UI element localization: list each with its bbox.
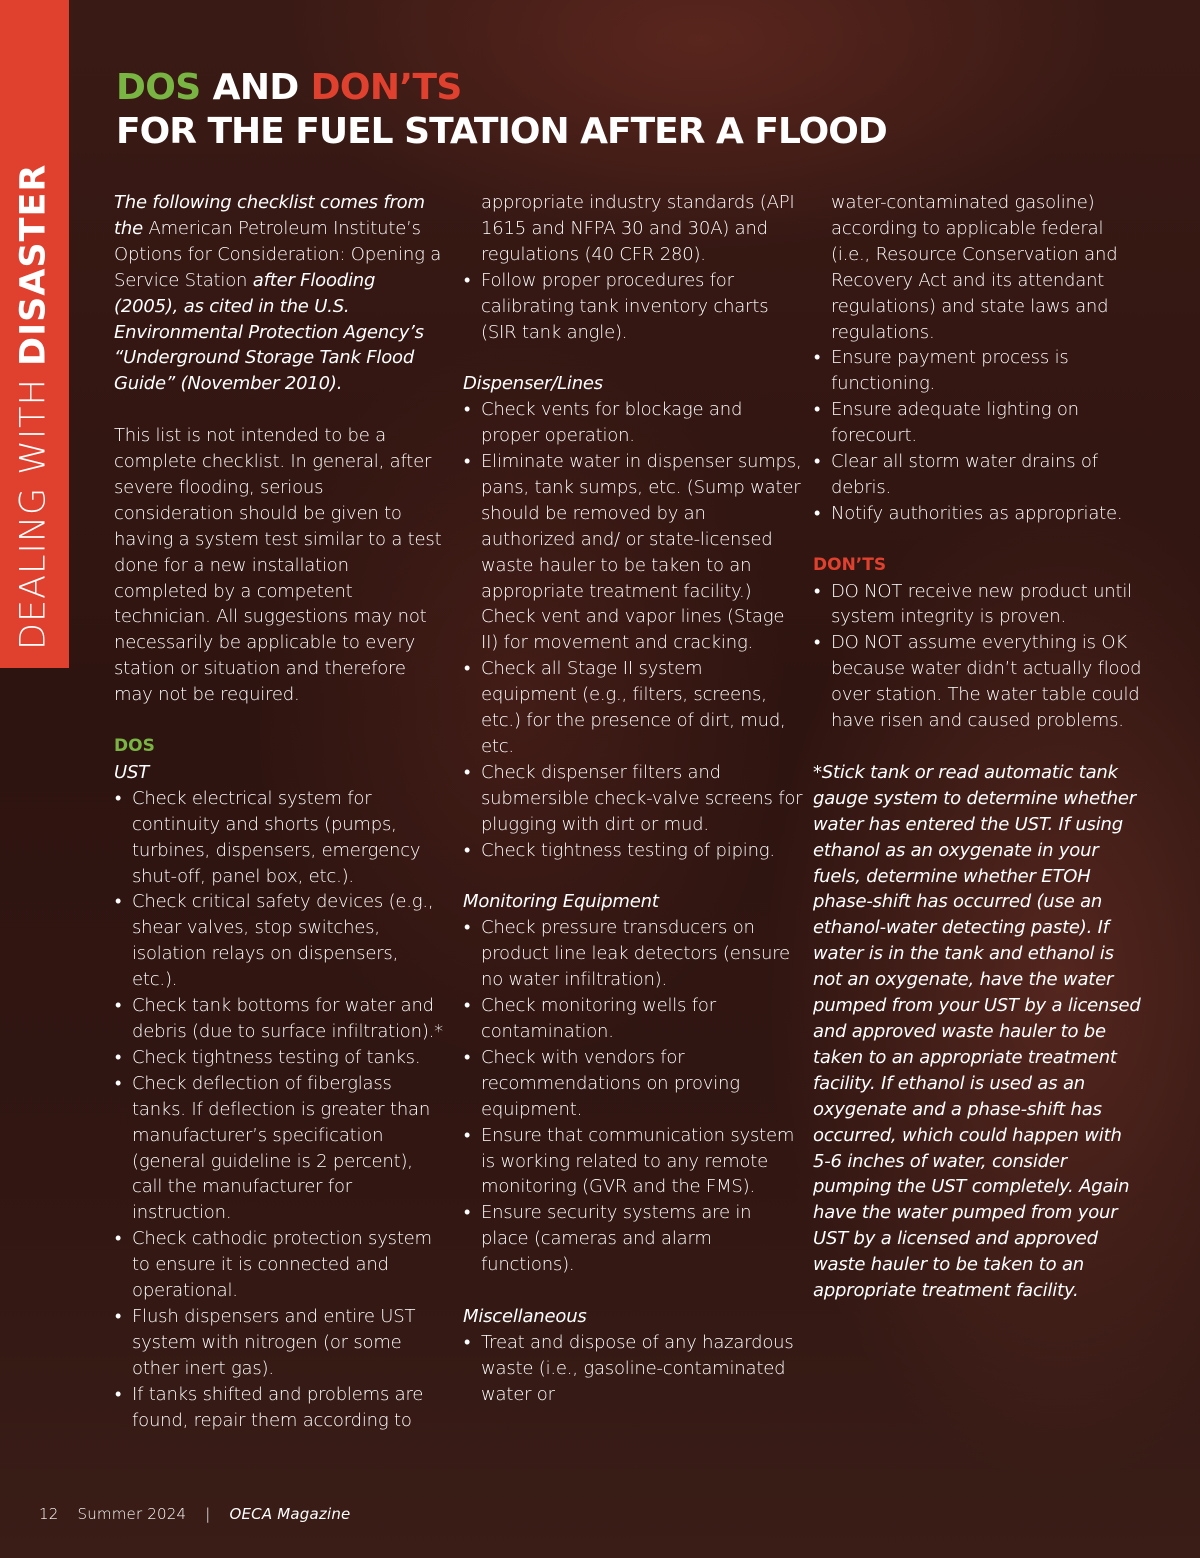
footer-separator: | xyxy=(205,1505,211,1523)
page-number: 12 xyxy=(39,1505,59,1523)
misc-continued-text: water-contaminated gasoline) according to applicable federal (i.e., Resource Conservation and Recovery Act and its attendant regulations) and state laws and regulations. xyxy=(831,192,1118,343)
magazine-name: OECA Magazine xyxy=(229,1505,351,1523)
list-item: • Flush dispensers and entire UST system with nitrogen (or some other inert gas). xyxy=(114,1304,444,1382)
list-item: • Check tightness testing of tanks. xyxy=(114,1045,444,1071)
list-item: • Check tank bottoms for water and debris (due to surface infiltration).* xyxy=(114,993,444,1045)
list-item: • Check electrical system for continuity and shorts (pumps, turbines, dispensers, emergency shut-off, panel box, etc.). xyxy=(114,786,444,890)
list-item: • Ensure payment process is functioning. xyxy=(813,345,1143,397)
list-item: • If tanks shifted and problems are found, repair them according to xyxy=(114,1382,444,1434)
column-2 xyxy=(463,190,803,1408)
misc-continued-list xyxy=(813,345,1143,526)
donts-list xyxy=(813,579,1143,734)
column-3 xyxy=(813,190,1143,1304)
page-title xyxy=(116,66,887,154)
list-item: • Check pressure transducers on product line leak detectors (ensure no water infiltration). xyxy=(463,915,803,993)
misc-heading: Miscellaneous xyxy=(463,1305,587,1327)
side-banner xyxy=(0,0,69,668)
list-item: • Clear all storm water drains of debris. xyxy=(813,449,1143,501)
list-item: • Notify authorities as appropriate. xyxy=(813,501,1143,527)
list-item: • DO NOT receive new product until system integrity is proven. xyxy=(813,579,1143,631)
ust-continued-text: appropriate industry standards (API 1615 and NFPA 30 and 30A) and regulations (40 CFR 280). xyxy=(481,192,795,265)
side-label-light: DEALING WITH xyxy=(13,378,54,650)
monitoring-heading: Monitoring Equipment xyxy=(463,891,659,913)
list-item: • Check vents for blockage and proper operation. xyxy=(463,397,803,449)
list-item: • Ensure adequate lighting on forecourt. xyxy=(813,397,1143,449)
title-and: AND xyxy=(212,67,299,108)
list-item: • Check tightness testing of piping. xyxy=(463,838,803,864)
intro-paragraph xyxy=(114,190,444,397)
list-item: • Eliminate water in dispenser sumps, pans, tank sumps, etc. (Sump water should be removed by an authorized and/ or state-licensed waste hauler to be taken to an appropriate treatment facility.) Check vent and vapor lines (Stage II) for movement and cracking. xyxy=(463,449,803,656)
ust-heading: UST xyxy=(114,761,149,783)
title-dos: DOS xyxy=(116,67,201,108)
list-item: • Check critical safety devices (e.g., shear valves, stop switches, isolation relays on dispensers, etc.). xyxy=(114,889,444,993)
dispenser-heading: Dispenser/Lines xyxy=(463,373,603,395)
page-footer xyxy=(39,1503,364,1525)
disclaimer-paragraph: This list is not intended to be a complete checklist. In general, after severe flooding, serious consideration should be given to having a system test similar to a test done for a new installation completed by a competent technician. All suggestions may not necessarily be applicable to every station or situation and therefore may not be required. xyxy=(114,425,442,706)
intro-italic-1: The following checklist comes from the xyxy=(114,192,425,239)
list-item: • Ensure that communication system is working related to any remote monitoring (GVR and the FMS). xyxy=(463,1123,803,1201)
dispenser-list xyxy=(463,397,803,863)
list-item: • Follow proper procedures for calibrating tank inventory charts (SIR tank angle). xyxy=(463,268,803,346)
list-item: • Check cathodic protection system to ensure it is connected and operational. xyxy=(114,1226,444,1304)
list-item: • Check with vendors for recommendations on proving equipment. xyxy=(463,1045,803,1123)
side-label xyxy=(13,163,54,650)
list-item: • Check monitoring wells for contamination. xyxy=(463,993,803,1045)
issue-date: Summer 2024 xyxy=(77,1505,187,1523)
dos-heading: DOS xyxy=(114,736,155,756)
side-label-bold: DISASTER xyxy=(13,163,54,366)
title-line-1 xyxy=(116,66,887,110)
title-donts: DON’TS xyxy=(310,67,462,108)
intro-normal: American Petroleum Institute’s Options for Consideration: Opening a Service Station xyxy=(114,217,442,291)
title-line-2: FOR THE FUEL STATION AFTER A FLOOD xyxy=(116,111,887,152)
list-item: • Treat and dispose of any hazardous waste (i.e., gasoline-contaminated water or xyxy=(463,1330,803,1408)
intro-italic-2: after Flooding (2005), as cited in the U.S. Environmental Protection Agency’s “Underground Storage Tank Flood Guide” (November 2010). xyxy=(114,269,424,395)
list-item: • Ensure security systems are in place (cameras and alarm functions). xyxy=(463,1200,803,1278)
footnote: *Stick tank or read automatic tank gauge system to determine whether water has entered the UST. If using ethanol as an oxygenate in your fuels, determine whether ETOH phase-shift has occurred (use an ethanol-water detecting paste). If water is in the tank and ethanol is not an oxygenate, have the water pumped from your UST by a licensed and approved waste hauler to be taken to an appropriate treatment facility. If ethanol is used as an oxygenate and a phase-shift has occurred, which could happen with 5-6 inches of water, consider pumping the UST completely. Again have the water pumped from your UST by a licensed and approved waste hauler to be taken to an appropriate treatment facility. xyxy=(813,761,1141,1302)
list-item: • DO NOT assume everything is OK because water didn’t actually flood over station. The water table could have risen and caused problems. xyxy=(813,630,1143,734)
column-1 xyxy=(114,190,444,1433)
ust-list xyxy=(114,786,444,1434)
ust-continued-list xyxy=(463,268,803,346)
list-item: • Check deflection of fiberglass tanks. If deflection is greater than manufacturer’s specification (general guideline is 2 percent), call the manufacturer for instruction. xyxy=(114,1071,444,1226)
list-item: • Check dispenser filters and submersible check-valve screens for plugging with dirt or mud. xyxy=(463,760,803,838)
donts-heading: DON’TS xyxy=(813,554,887,575)
misc-list xyxy=(463,1330,803,1408)
list-item: • Check all Stage II system equipment (e.g., filters, screens, etc.) for the presence of dirt, mud, etc. xyxy=(463,656,803,760)
monitoring-list xyxy=(463,915,803,1278)
